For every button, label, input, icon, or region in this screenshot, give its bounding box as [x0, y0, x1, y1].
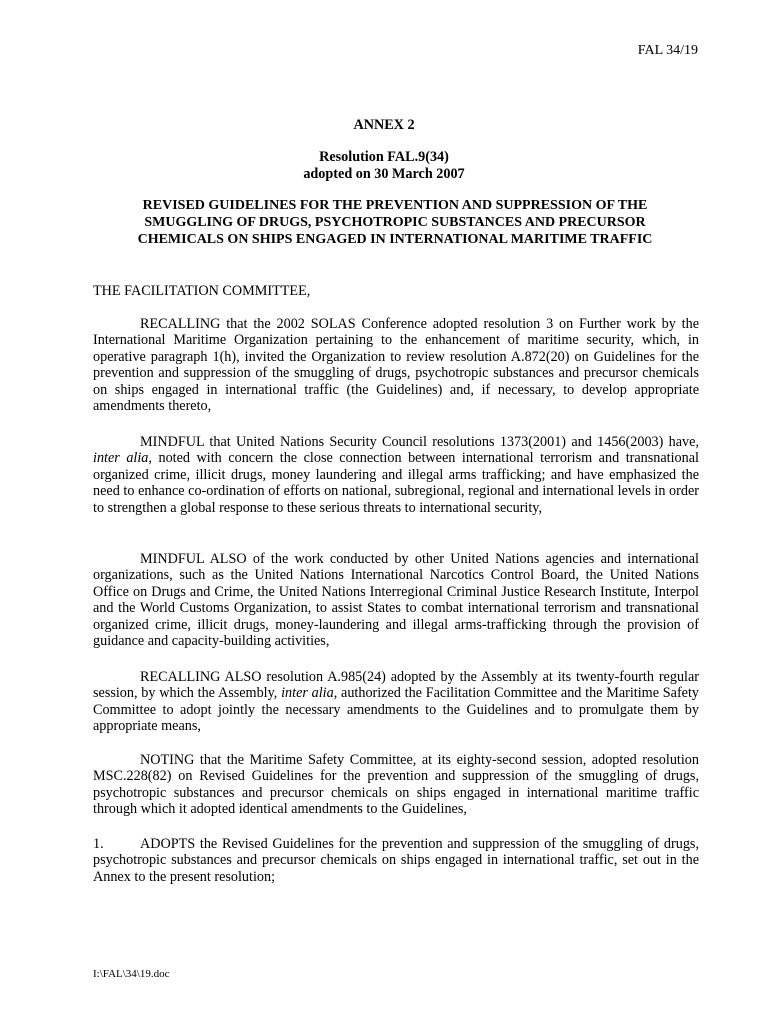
- document-reference: FAL 34/19: [637, 43, 698, 58]
- resolution-number: Resolution FAL.9(34): [319, 149, 449, 165]
- recalling-also-text-end: , authorized the Facilitation Committee and the Maritime Safety Committee to adopt jointly the necessary amendments to the Guidelines and to promulgate them by appropriate means,: [93, 685, 700, 735]
- mindful-text-end: , noted with concern the close connection between international terrorism and transnational organized crime, illicit drugs, money laundering and illegal arms trafficking; and have emphasized the need to enhance co-ordination of efforts on national, subregional, regional and international levels in order to strengthen a global response to these serious threats to international security,: [93, 450, 699, 516]
- paragraph-mindful-also: MINDFUL ALSO of the work conducted by other United Nations agencies and international organizations, such as the United Nations International Narcotics Control Board, the United Nations Office on Drugs and Crime, the United Nations Interregional Criminal Justice Research Institute, Interpol and the World Customs Organization, to assist States to combat international terrorism and transnational organized crime, illicit drugs, money-laundering and illegal arms-trafficking through the provision of guidance and capacity-building activities,: [93, 551, 699, 650]
- mindful-text-start: MINDFUL that United Nations Security Council resolutions 1373(2001) and 1456(2003) have,: [140, 434, 699, 450]
- committee-heading: THE FACILITATION COMMITTEE,: [93, 283, 311, 299]
- paragraph-number: 1.: [93, 836, 104, 852]
- paragraph-adopts: [93, 836, 699, 885]
- resolution-adopted-date: adopted on 30 March 2007: [303, 165, 465, 182]
- recalling-also-text-start: RECALLING ALSO resolution A.985(24) adopted by the Assembly at its twenty-fourth regular session, by which the Assembly,: [93, 669, 699, 702]
- footer-file-path: I:\FAL\34\19.doc: [93, 968, 170, 980]
- adopts-text: ADOPTS the Revised Guidelines for the prevention and suppression of the smuggling of drugs, psychotropic substances and precursor chemicals on ships engaged in international traffic, set out in the Annex to the present resolution;: [93, 836, 699, 885]
- document-title: REVISED GUIDELINES FOR THE PREVENTION AND SUPPRESSION OF THE SMUGGLING OF DRUGS, PSYCHOTROPIC SUBSTANCES AND PRECURSOR CHEMICALS ON SHIPS ENGAGED IN INTERNATIONAL MARITIME TRAFFIC: [137, 198, 653, 247]
- paragraph-noting: NOTING that the Maritime Safety Committee, at its eighty-second session, adopted resolution MSC.228(82) on Revised Guidelines for the prevention and suppression of the smuggling of drugs, psychotropic substances and precursor chemicals on ships engaged in international maritime traffic through which it adopted identical amendments to the Guidelines,: [93, 752, 699, 818]
- mindful-inter-alia: inter alia: [93, 450, 149, 467]
- paragraph-recalling: RECALLING that the 2002 SOLAS Conference adopted resolution 3 on Further work by the International Maritime Organization pertaining to the enhancement of maritime security, which, in operative paragraph 1(h), invited the Organization to review resolution A.872(20) on Guidelines for the prevention and suppression of the smuggling of drugs, psychotropic substances and precursor chemicals on ships engaged in international traffic (the Guidelines) and, if necessary, to develop appropriate amendments thereto,: [93, 316, 699, 415]
- paragraph-mindful: [93, 434, 699, 516]
- resolution-block: [0, 149, 768, 182]
- recalling-also-inter-alia: inter alia: [281, 685, 334, 702]
- annex-heading: ANNEX 2: [353, 117, 415, 133]
- paragraph-recalling-also: [93, 669, 699, 735]
